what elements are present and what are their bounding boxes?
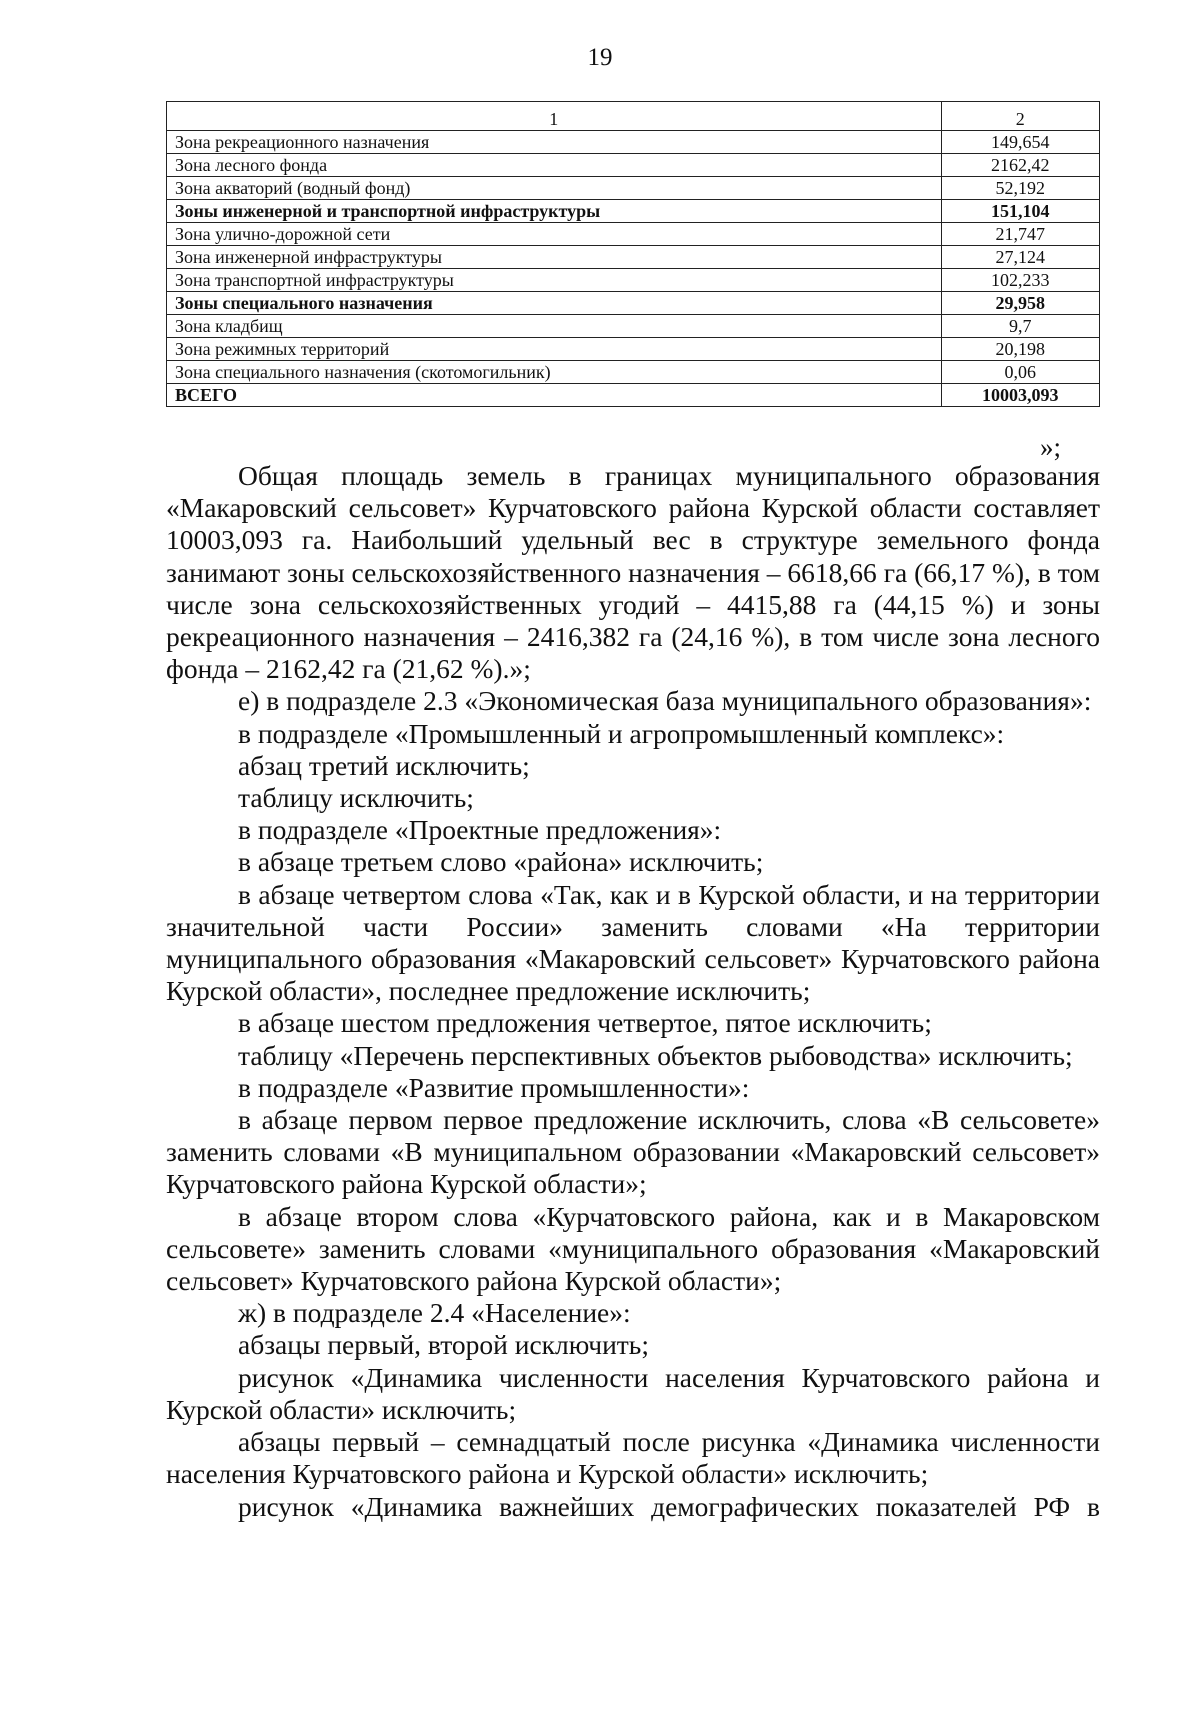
zone-area-cell: 149,654 [941,131,1099,154]
paragraph: в подразделе «Проектные предложения»: [238,814,722,846]
paragraph: е) в подразделе 2.3 «Экономическая база муниципального образования»: [238,685,1092,717]
table-header-row [167,102,1100,131]
paragraph: Общая площадь земель в границах муниципального образования «Макаровский сельсовет» Курчатовского района Курской области составляет 10003,093 га. Наибольший удельный вес в структуре земельного фонда занимают зоны сельскохозяйственного назначения – 6618,66 га (66,17 %), в том числе зона сельскохозяйственных угодий – 4415,88 га (44,15 %) и зоны рекреационного назначения – 2416,382 га (24,16 %), в том числе зона лесного фонда – 2162,42 га (21,62 %).»; [166,460,1100,685]
paragraph: в подразделе «Развитие промышленности»: [238,1071,750,1103]
zone-area-cell: 102,233 [941,269,1099,292]
table-row [167,200,1100,223]
zone-name-cell: Зона улично-дорожной сети [167,223,942,246]
paragraph: в подразделе «Промышленный и агропромышленный комплекс»: [238,717,1005,749]
zone-name-cell: ВСЕГО [167,384,942,407]
table-row [167,361,1100,384]
paragraph: в абзаце первом первое предложение исключить, слова «В сельсовете» заменить словами «В муниципальном образовании «Макаровский сельсовет» Курчатовского района Курской области»; [166,1104,1100,1200]
table-row [167,338,1100,361]
zone-area-cell: 2162,42 [941,154,1099,177]
paragraph: в абзаце третьем слово «района» исключить; [238,846,764,878]
zone-name-cell: Зона специального назначения (скотомогильник) [167,361,942,384]
paragraph: в абзаце шестом предложения четвертое, пятое исключить; [238,1007,932,1039]
document-body [166,460,1100,1523]
zone-area-cell: 9,7 [941,315,1099,338]
table-row [167,292,1100,315]
table-row [167,246,1100,269]
zone-name-cell: Зона режимных территорий [167,338,942,361]
table-row [167,154,1100,177]
zone-area-cell: 151,104 [941,200,1099,223]
paragraph: абзацы первый – семнадцатый после рисунка «Динамика численности населения Курчатовского района и Курской области» исключить; [166,1426,1100,1490]
zone-name-cell: Зоны инженерной и транспортной инфраструктуры [167,200,942,223]
paragraph: в абзаце четвертом слова «Так, как и в Курской области, и на территории значительной части России» заменить словами «На территории муниципального образования «Макаровский сельсовет» Курчатовского района Курской области», последнее предложение исключить; [166,878,1100,1007]
zone-area-cell: 0,06 [941,361,1099,384]
paragraph: абзац третий исключить; [238,749,530,781]
zone-area-cell: 21,747 [941,223,1099,246]
zone-name-cell: Зона лесного фонда [167,154,942,177]
table-row [167,177,1100,200]
closing-quote: »; [1040,432,1062,462]
paragraph: рисунок «Динамика численности населения Курчатовского района и Курской области» исключить; [166,1361,1100,1425]
table-row [167,269,1100,292]
paragraph: в абзаце втором слова «Курчатовского района, как и в Макаровском сельсовете» заменить словами «муниципального образования «Макаровский сельсовет» Курчатовского района Курской области»; [166,1200,1100,1297]
land-zones-table [166,101,1100,407]
zone-name-cell: Зона транспортной инфраструктуры [167,269,942,292]
zone-area-cell: 27,124 [941,246,1099,269]
table-row [167,315,1100,338]
table-row [167,223,1100,246]
zone-name-cell: Зона инженерной инфраструктуры [167,246,942,269]
paragraph: рисунок «Динамика важнейших демографических показателей РФ в [238,1490,1100,1522]
zone-area-cell: 52,192 [941,177,1099,200]
zone-area-cell: 29,958 [941,292,1099,315]
paragraph: таблицу исключить; [238,782,474,814]
zone-name-cell: Зона акваторий (водный фонд) [167,177,942,200]
table-row [167,384,1100,407]
table-header-cell: 1 [167,102,942,131]
zone-area-cell: 20,198 [941,338,1099,361]
zone-name-cell: Зоны специального назначения [167,292,942,315]
zone-name-cell: Зона рекреационного назначения [167,131,942,154]
table-header-cell: 2 [941,102,1099,131]
paragraph: таблицу «Перечень перспективных объектов рыбоводства» исключить; [238,1039,1073,1071]
table-row [167,131,1100,154]
paragraph: ж) в подразделе 2.4 «Население»: [238,1297,631,1329]
zone-area-cell: 10003,093 [941,384,1099,407]
zone-name-cell: Зона кладбищ [167,315,942,338]
paragraph: абзацы первый, второй исключить; [238,1329,649,1361]
page-number: 19 [587,44,613,71]
